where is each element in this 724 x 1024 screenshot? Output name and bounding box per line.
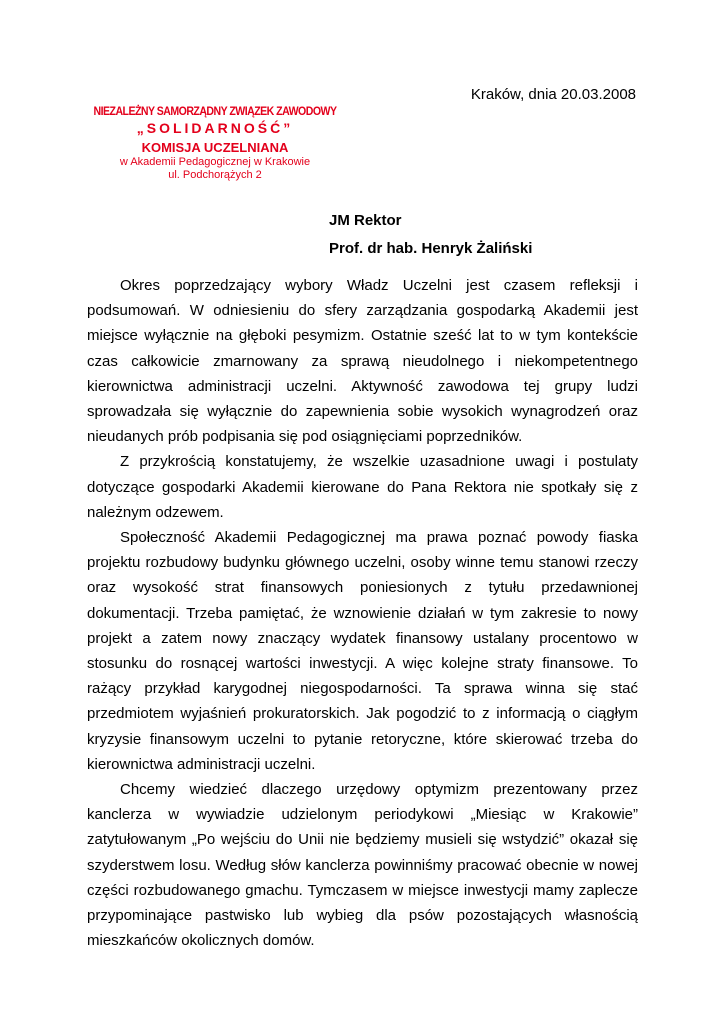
address-line: ul. Podchorążych 2 [168,168,262,181]
addressee-block [329,207,532,263]
paragraph-2: Z przykrością konstatujemy, że wszelkie uzasadnione uwagi i postulaty dotyczące gospodarki Akademii kierowane do Pana Rektora nie spotkały się z należnym odzewem. [87,453,638,521]
institution-line: w Akademii Pedagogicznej w Krakowie [119,155,311,168]
letter-body [87,273,638,953]
date-line: Kraków, dnia 20.03.2008 [470,86,636,103]
commission-name: KOMISJA UCZELNIANA [141,139,289,155]
union-letterhead [70,104,360,182]
addressee-name: Prof. dr hab. Henryk Żaliński [329,240,533,257]
paragraph-3: Społeczność Akademii Pedagogicznej ma prawa poznać powody fiaska projektu rozbudowy budynku głównego uczelni, osoby winne temu stanowi rzeczy oraz wysokość strat finansowych poniesionych z tytułu przedawnionej dokumentacji. Trzeba pamiętać, że wznowienie działań w tym zakresie to nowy projekt a zatem nowy znaczący wydatek finansowy ustalany procentowo w stosunku do rosnącej wartości inwestycji. A więc kolejne straty finansowe. To rażący przykład karygodnej niegospodarności. Ta sprawa winna się stać przedmiotem wyjaśnień prokuratorskich. Jak pogodzić to z informacją o ciągłym kryzysie finansowym uczelni to pytanie retoryczne, które skierować trzeba do kierownictwa administracji uczelni. [87,529,638,773]
addressee-title: JM Rektor [329,212,402,229]
union-name: NIEZALEŻNY SAMORZĄDNY ZWIĄZEK ZAWODOWY [93,104,337,118]
solidarnosc-title: „SOLIDARNOŚĆ” [136,120,294,136]
paragraph-4: Chcemy wiedzieć dlaczego urzędowy optymizm prezentowany przez kanclerza w wywiadzie udzielonym periodykowi „Miesiąc w Krakowie” zatytułowanym „Po wejściu do Unii nie będziemy musieli się wstydzić” okazał się szyderstwem losu. Według słów kanclerza powinniśmy pracować obecnie w nowej części rozbudowanego gmachu. Tymczasem w miejsce inwestycji mamy zaplecze przypominające pastwisko lub wybieg dla psów pozostających własnością mieszkańców okolicznych domów. [87,781,638,950]
paragraph-1: Okres poprzedzający wybory Władz Uczelni jest czasem refleksji i podsumowań. W odniesieniu do sfery zarządzania gospodarką Akademii jest miejsce wyłącznie na głęboki pesymizm. Ostatnie sześć lat to w tym kontekście czas całkowicie zmarnowany za sprawą nieudolnego i niekompetentnego kierownictwa administracji uczelni. Aktywność zawodowa tej grupy ludzi sprowadzała się wyłącznie do zapewnienia sobie wysokich wynagrodzeń oraz nieudanych prób podpisania się pod osiągnięciami poprzedników. [87,277,638,446]
